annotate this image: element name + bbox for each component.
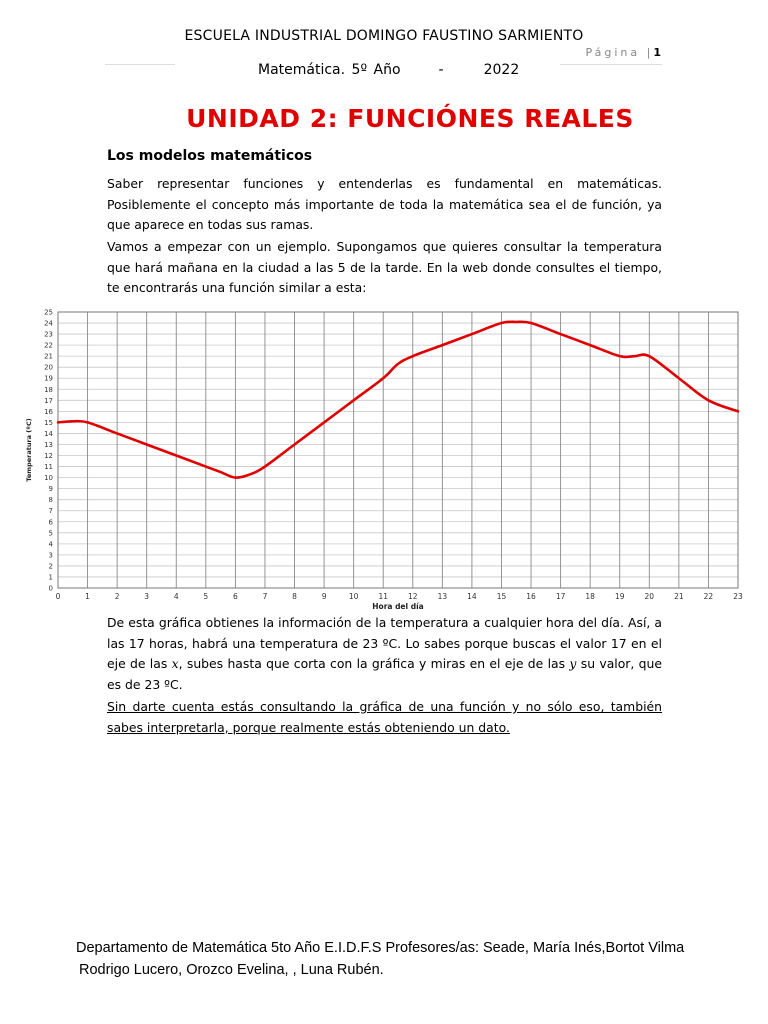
section-title: Los modelos matemáticos	[107, 148, 313, 164]
y-tick-label: 14	[44, 429, 53, 438]
y-tick-label: 24	[44, 319, 53, 328]
y-tick-label: 17	[44, 396, 53, 405]
x-tick-label: 2	[114, 592, 120, 601]
school-name: ESCUELA INDUSTRIAL DOMINGO FAUSTINO SARMIENTO	[184, 28, 584, 44]
x-tick-label: 22	[703, 592, 714, 601]
temperature-chart	[22, 304, 746, 612]
y-tick-label: 18	[44, 385, 53, 394]
y-tick-label: 10	[44, 474, 53, 483]
x-tick-label: 1	[85, 592, 90, 601]
y-tick-label: 22	[44, 341, 53, 350]
var-y: y	[569, 656, 577, 671]
x-axis-label: Hora del día	[372, 602, 424, 611]
subject-line	[258, 62, 519, 78]
y-tick-label: 7	[48, 507, 53, 516]
y-tick-label: 9	[48, 485, 53, 494]
y-tick-label: 25	[44, 308, 53, 317]
footer-line-1: Departamento de Matemática 5to Año E.I.D.F.S Profesores/as: Seade, María Inés,Bortot Vilma	[76, 940, 685, 956]
x-tick-label: 12	[408, 592, 418, 601]
var-x: x	[171, 656, 179, 671]
separator: -	[438, 62, 444, 78]
x-tick-label: 23	[733, 592, 743, 601]
x-tick-label: 19	[614, 592, 625, 601]
x-tick-label: 14	[467, 592, 477, 601]
x-tick-label: 9	[321, 592, 327, 601]
x-tick-label: 18	[585, 592, 595, 601]
x-tick-label: 20	[644, 592, 655, 601]
year-level: 5º Año	[351, 62, 401, 78]
x-tick-label: 13	[437, 592, 448, 601]
page-label: Página |	[585, 46, 654, 59]
paragraph-example: Vamos a empezar con un ejemplo. Supongamos que quieres consultar la temperatura que hará mañana en la ciudad a las 5 de la tarde. En la web donde consultes el tiempo, te encontrarás una función similar a esta:	[107, 239, 662, 295]
y-tick-label: 12	[44, 452, 53, 461]
y-tick-label: 6	[48, 518, 53, 527]
x-tick-label: 0	[55, 592, 61, 601]
explanation-part-2: , subes hasta que corta con la gráfica y miras en el eje de las	[178, 656, 570, 671]
y-tick-label: 20	[44, 363, 53, 372]
paragraph-intro: Saber representar funciones y entenderlas es fundamental en matemáticas. Posiblemente el concepto más importante de toda la matemática sea el de función, ya que aparece en todas sus ramas.	[107, 176, 662, 232]
explanation-part-1: De esta gráfica obtienes la información de la temperatura a cualquier hora del día. Así, a las 17 horas, habrá una temperatura de 23 ºC. Lo sabes porque buscas el valor 17 en el eje de las	[107, 615, 662, 671]
subject: Matemática.	[258, 62, 346, 78]
x-tick-label: 5	[203, 592, 209, 601]
y-tick-label: 8	[48, 496, 53, 505]
y-tick-label: 0	[48, 584, 53, 593]
y-tick-label: 1	[48, 573, 53, 582]
y-tick-label: 21	[44, 352, 53, 361]
footer	[76, 937, 736, 981]
x-tick-label: 21	[674, 592, 684, 601]
header-rule	[105, 64, 175, 65]
x-tick-label: 11	[378, 592, 388, 601]
page-title: UNIDAD 2: FUNCIÓNES REALES	[186, 104, 634, 133]
page-number: 1	[653, 46, 661, 59]
x-tick-label: 4	[173, 592, 179, 601]
y-tick-label: 13	[44, 440, 53, 449]
x-tick-label: 7	[262, 592, 268, 601]
explanation-part-3: su valor, que es de 23 ºC.	[107, 656, 662, 692]
x-tick-label: 3	[144, 592, 150, 601]
x-tick-label: 15	[496, 592, 507, 601]
y-tick-label: 4	[48, 540, 53, 549]
y-tick-label: 2	[48, 562, 53, 571]
y-tick-label: 5	[48, 529, 53, 538]
x-tick-label: 8	[292, 592, 297, 601]
page-rule	[560, 64, 662, 65]
x-tick-label: 17	[555, 592, 566, 601]
y-tick-label: 3	[48, 551, 53, 560]
paragraph-explanation	[107, 613, 662, 695]
y-axis-label: Temperatura (ºC)	[25, 418, 33, 482]
year: 2022	[483, 62, 520, 78]
y-tick-label: 11	[44, 463, 53, 472]
paragraph-conclusion: Sin darte cuenta estás consultando la gráfica de una función y no sólo eso, también sabes interpretarla, porque realmente estás obteniendo un dato.	[107, 699, 662, 735]
page-indicator	[565, 46, 661, 59]
y-tick-label: 23	[44, 330, 53, 339]
footer-line-2: Rodrigo Lucero, Orozco Evelina, , Luna Rubén.	[79, 962, 384, 978]
y-tick-label: 16	[44, 407, 53, 416]
y-tick-label: 19	[44, 374, 53, 383]
y-tick-label: 15	[44, 418, 53, 427]
x-tick-label: 10	[348, 592, 359, 601]
x-tick-label: 6	[233, 592, 238, 601]
x-tick-label: 16	[526, 592, 536, 601]
